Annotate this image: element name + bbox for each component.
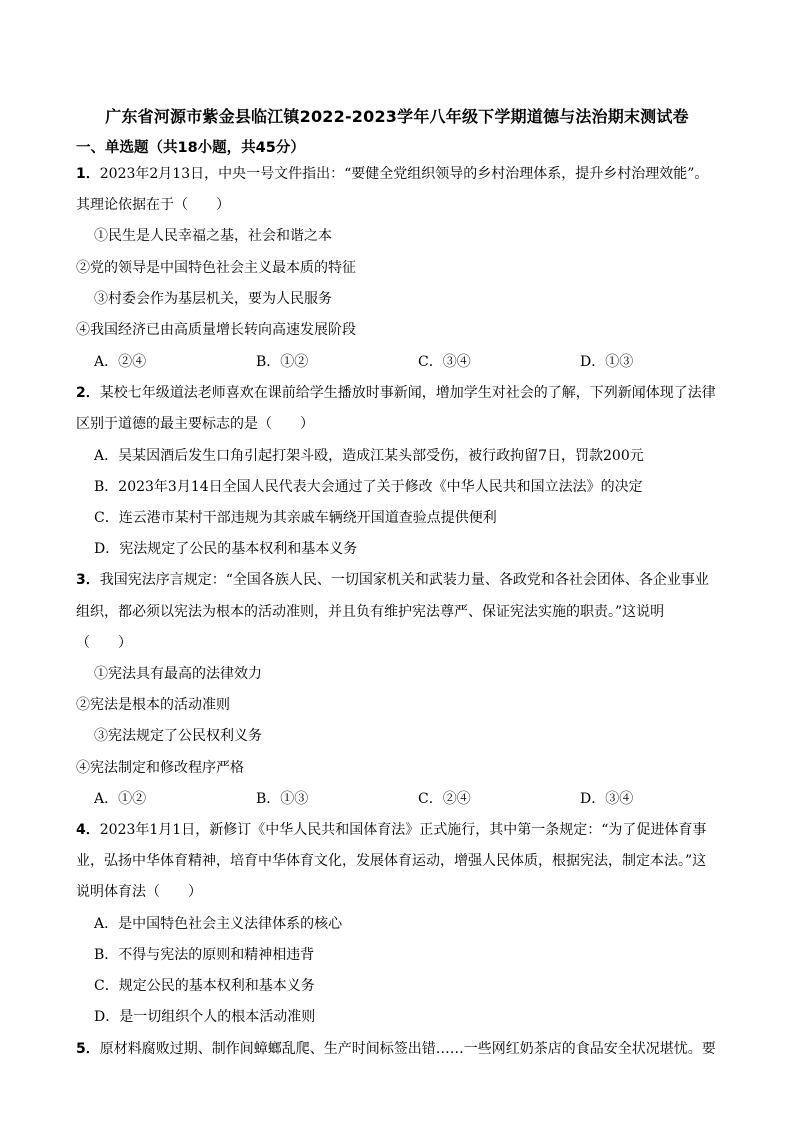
question-number: 1．: [76, 166, 100, 182]
question-4-line-3: 说明体育法（ ）: [76, 884, 202, 900]
question-3-line-1: [76, 570, 709, 590]
option-a[interactable]: A．②④: [94, 354, 147, 370]
section-heading: 一、单选题（共18小题，共45分）: [76, 140, 305, 156]
question-4-line-1: [76, 820, 706, 840]
page-title: 广东省河源市紫金县临江镇2022-2023学年八年级下学期道德与法治期末测试卷: [105, 107, 689, 126]
option-b[interactable]: B．2023年3月14日全国人民代表大会通过了关于修改《中华人民共和国立法法》的决定: [94, 479, 643, 495]
question-5-line-1: [76, 1039, 716, 1059]
question-2-line-2: 区别于道德的最主要标志的是（ ）: [76, 416, 314, 432]
option-b[interactable]: B．①③: [256, 791, 309, 807]
question-2-line-1: [76, 383, 716, 403]
statement-item: ②党的领导是中国特色社会主义最本质的特征: [76, 260, 356, 276]
question-3-line-2: 组织，都必须以宪法为根本的活动准则，并且负有维护宪法尊严、保证宪法实施的职责。”这说明: [76, 604, 665, 620]
question-text: 2023年1月1日，新修订《中华人民共和国体育法》正式施行，其中第一条规定：“为了促进体育事: [99, 822, 707, 838]
option-c[interactable]: C．③④: [418, 354, 471, 370]
question-number: 3．: [76, 572, 100, 588]
question-text: 原材料腐败过期、制作间蟑螂乱爬、生产时间标签出错……一些网红奶茶店的食品安全状况堪忧。要: [99, 1041, 716, 1057]
option-a[interactable]: A．是中国特色社会主义法律体系的核心: [94, 916, 343, 932]
option-d[interactable]: D．③④: [580, 791, 634, 807]
statement-item: ②宪法是根本的活动准则: [76, 697, 230, 713]
statement-item: ③宪法规定了公民权利义务: [94, 728, 262, 744]
question-4-line-2: 业，弘扬中华体育精神，培育中华体育文化，发展体育运动，增强人民体质，根据宪法，制定本法。”这: [76, 853, 707, 869]
question-number: 2．: [76, 385, 100, 401]
question-3-line-3: （ ）: [76, 635, 132, 651]
statement-item: ①民生是人民幸福之基，社会和谐之本: [94, 228, 332, 244]
question-1-line-2: 其理论依据在于（ ）: [76, 197, 230, 213]
question-text: 我国宪法序言规定：“全国各族人民、一切国家机关和武装力量、各政党和各社会团体、各企业事业: [99, 572, 709, 588]
question-number: 5．: [76, 1041, 100, 1057]
option-b[interactable]: B．不得与宪法的原则和精神相违背: [94, 947, 315, 963]
question-number: 4．: [76, 822, 100, 838]
option-d[interactable]: D．①③: [580, 354, 634, 370]
question-text: 2023年2月13日，中央一号文件指出：“要健全党组织领导的乡村治理体系，提升乡村治理效能”。: [99, 166, 709, 182]
statement-item: ①宪法具有最高的法律效力: [94, 666, 262, 682]
question-text: 某校七年级道法老师喜欢在课前给学生播放时事新闻，增加学生对社会的了解，下列新闻体现了法律: [99, 385, 716, 401]
option-c[interactable]: C．连云港市某村干部违规为其亲戚车辆绕开国道查验点提供便利: [94, 510, 497, 526]
option-c[interactable]: C．规定公民的基本权利和基本义务: [94, 978, 315, 994]
option-a[interactable]: A．吴某因酒后发生口角引起打架斗殴，造成江某头部受伤，被行政拘留7日，罚款200元: [94, 448, 644, 464]
statement-item: ④我国经济已由高质量增长转向高速发展阶段: [76, 322, 356, 338]
statement-item: ④宪法制定和修改程序严格: [76, 760, 244, 776]
option-d[interactable]: D．是一切组织个人的根本活动准则: [94, 1009, 316, 1025]
option-c[interactable]: C．②④: [418, 791, 471, 807]
option-d[interactable]: D．宪法规定了公民的基本权利和基本义务: [94, 541, 358, 557]
statement-item: ③村委会作为基层机关，要为人民服务: [94, 291, 332, 307]
question-1-line-1: [76, 164, 708, 184]
option-b[interactable]: B．①②: [256, 354, 309, 370]
option-a[interactable]: A．①②: [94, 791, 147, 807]
